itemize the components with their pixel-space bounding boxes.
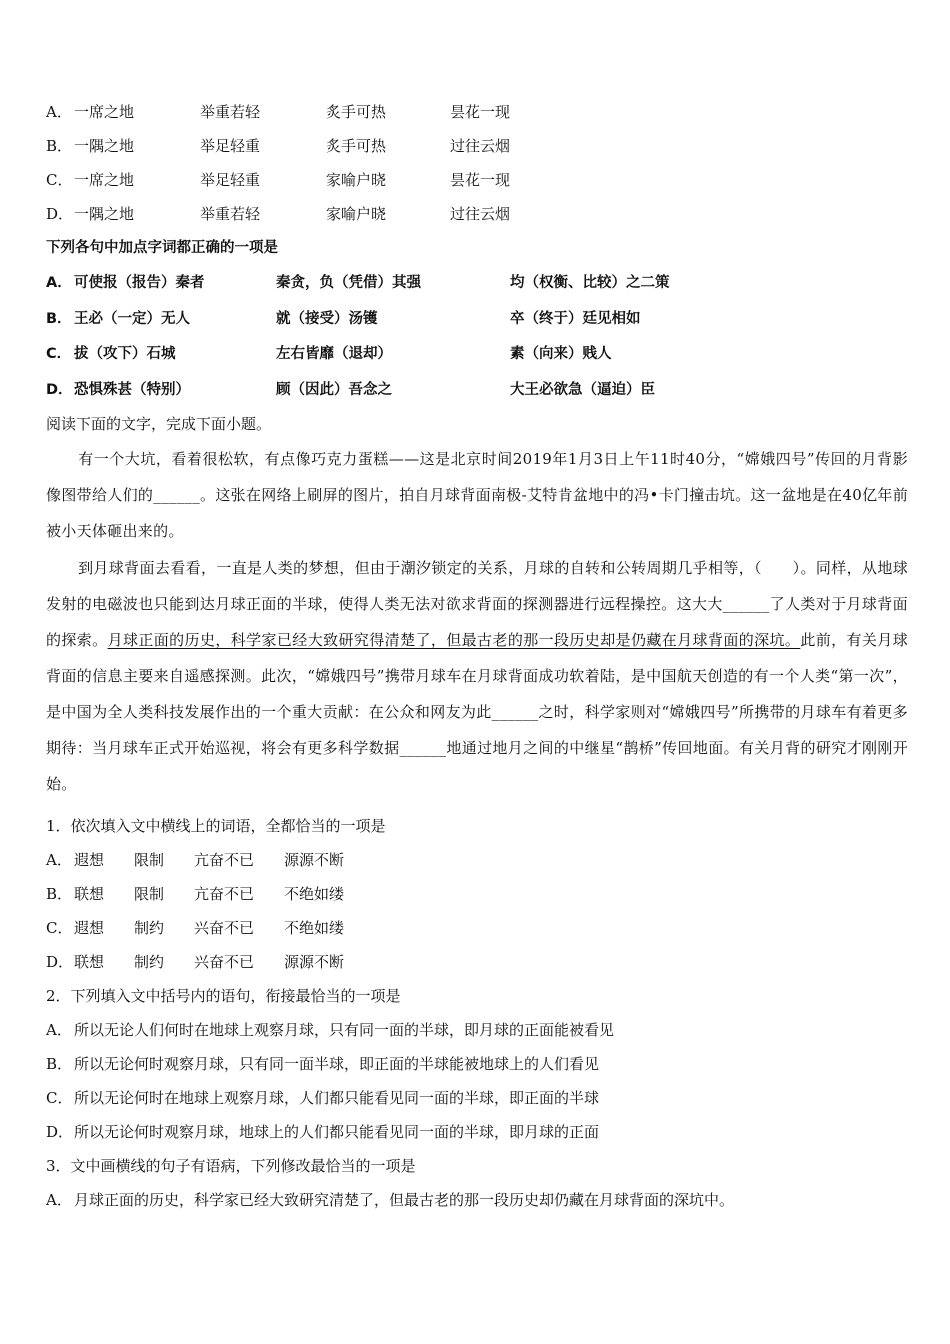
q1-stem: 1．依次填入文中横线上的词语，全都恰当的一项是 [46,817,386,835]
reading-intro: 阅读下面的文字，完成下面小题。 [46,415,272,433]
passage-p1-text: 有一个大坑，看着很松软，有点像巧克力蛋糕——这是北京时间2019年1月3日上午11时40分，“嫦娥四号”传回的月背影像图带给人们的______。这张在网络上刷屏的图片，拍自月球背面南极-艾特肯盆地中的冯•卡门撞击坑。这一盆地是在40亿年前被小天体砸出来的。 [46,450,908,540]
passage-p2-text-b: 此前，有关月球背面的信息主要来自遥感探测。此次，“嫦娥四号”携带月球车在月球背面成功软着陆，是中国航天创造的有一个人类“第一次”，是中国为全人类科技发展作出的一个重大贡献：在公众和网友为此______之时，科学家则对“嫦娥四号”所携带的月球车有着更多期待：当月球车正式开始巡视，将会有更多科学数据______地通过地月之间的中继星“鹊桥”传回地面。有关月背的研究才刚刚开始。 [46,631,908,793]
passage-paragraph-1 [46,441,908,549]
q2-stem: 2．下列填入文中括号内的语句，衔接最恰当的一项是 [46,987,401,1005]
dotted-question-stem: 下列各句中加点字词都正确的一项是 [46,240,278,256]
passage-p2-text-a: 到月球背面去看看，一直是人类的梦想，但由于潮汐锁定的关系，月球的自转和公转周期几乎相等，（ ）。同样，从地球发射的电磁波也只能到达月球正面的半球，使得人类无法对欲求背面的探测器进行远程操控。这大大______了人类对于月球背面的探索。 [46,559,908,649]
exam-page: A． 一席之地 举重若轻 炙手可热 昙花一现 B． 一隅之地 举足轻重 炙手可热 过往云烟 C． 一席之地 举足轻重 家喻户晓 昙花一现 D． 一隅之地 举重若轻 家喻户晓 过往云烟 下列各句中加点字词都正确的一项是 A． 可使报（报告）秦者 秦贪，负（凭借）其强 均（权衡、比较）之二策 B． 王必（一定）无人 就（接受）汤镬 卒（终于）廷见相如 C． 拔（攻下）石城 左右皆靡（退却） 素（向来）贱人 D． 恐惧殊甚（特别） 顾（因此）吾念之 大王必欲急（逼迫）臣 阅读下面的文字，完成下面小题。 有一个大坑，看着很松软，有点像巧克力蛋糕——这是北京时间2019年1月3日上午11时40分，“嫦娥四号”传回的月背影像图带给人们的______。这张在网络上刷屏的图片，拍自月球背面南极-艾特肯盆地中的冯•卡门撞击坑。这一盆地是在40亿年前被小天体砸出来的。 到月球背面去看看，一直是人类的梦想，但由于潮汐锁定的关系，月球的自转和公转周期几乎相等，（ ）。同样，从地球发射的电磁波也只能到达月球正面的半球，使得人类无法对欲求背面的探测器进行远程操控。这大大______了人类对于月球背面的探索。月球正面的历史，科学家已经大致研究得清楚了，但最古老的那一段历史却是仍藏在月球背面的深坑。此前，有关月球背面的信息主要来自遥感探测。此次，“嫦娥四号”携带月球车在月球背面成功软着陆，是中国航天创造的有一个人类“第一次”，是中国为全人类科技发展作出的一个重大贡献：在公众和网友为此______之时，科学家则对“嫦娥四号”所携带的月球车有着更多期待：当月球车正式开始巡视，将会有更多科学数据______地通过地月之间的中继星“鹊桥”传回地面。有关月背的研究才刚刚开始。 1．依次填入文中横线上的词语，全都恰当的一项是 A． 遐想 限制 亢奋不已 源源不断 B． 联想 限制 亢奋不已 不绝如缕 C． 遐想 制约 兴奋不已 不绝如缕 D． 联想 制约 兴奋不已 源源不断 2．下列填入文中括号内的语句，衔接最恰当的一项是 A． 所以无论人们何时在地球上观察月球，只有同一面的半球，即月球的正面能被看见 B． 所以无论何时观察月球，只有同一面半球，即正面的半球能被地球上的人们看见 C． 所以无论何时在地球上观察月球，人们都只能看见同一面的半球，即正面的半球 D． 所以无论何时观察月球，地球上的人们都只能看见同一面的半球，即月球的正面 3．文中画横线的句子有语病，下列修改最恰当的一项是 A． 月球正面的历史，科学家已经大致研究清楚了，但最古老的那一段历史却仍藏在月球背面的深坑中。 [46,103,908,1209]
underlined-sentence: 月球正面的历史，科学家已经大致研究得清楚了，但最古老的那一段历史却是仍藏在月球背面的深坑。 [107,631,801,649]
q3-stem: 3．文中画横线的句子有语病，下列修改最恰当的一项是 [46,1157,416,1175]
passage-paragraph-2 [46,550,908,802]
